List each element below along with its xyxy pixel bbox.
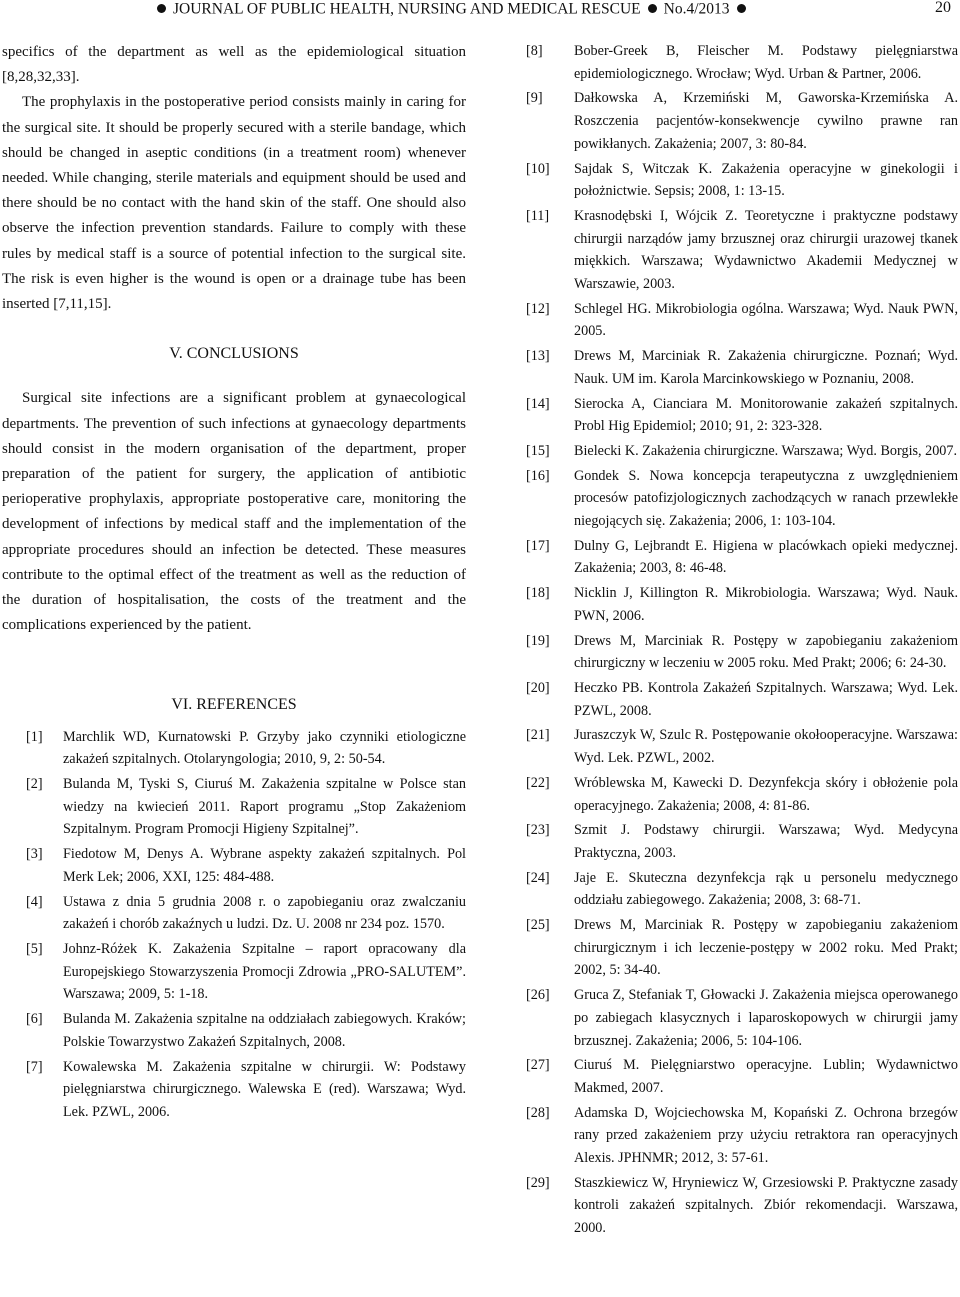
reference-text: Schlegel HG. Mikrobiologia ogólna. Warszawa; Wyd. Nauk PWN, 2005.: [574, 300, 958, 340]
section-heading-references: VI. REFERENCES: [171, 696, 297, 714]
bullet-icon: [648, 4, 657, 13]
reference-item: [526, 345, 958, 390]
paragraph-prophylaxis: The prophylaxis in the postoperative period consists mainly in caring for the surgical site. It should be properly secured with a sterile bandage, which should be changed in aseptic conditions (in a treatment room) whenever needed. While changing, sterile materials and equipment should be used and there should be no contact with the hand skin of the staff. One should also observe the infection prevention standards. Failure to comply with these rules by medical staff is a source of potential infection to the surgical site. The risk is even higher is the wound is open or a drainage tube has been inserted [7,11,15].: [2, 94, 466, 313]
page-header: [0, 0, 960, 22]
reference-item: [526, 772, 958, 817]
reference-item: [26, 1056, 466, 1124]
reference-item: [526, 535, 958, 580]
reference-item: [526, 724, 958, 769]
reference-item: [526, 677, 958, 722]
reference-number: [2]: [26, 776, 43, 793]
reference-number: [20]: [526, 679, 550, 696]
references-list-right: [526, 40, 958, 1242]
reference-item: [26, 726, 466, 771]
reference-item: [526, 630, 958, 675]
left-column: [2, 40, 466, 1126]
reference-number: [22]: [526, 774, 550, 791]
paragraph-conclusions: Surgical site infections are a significant problem at gynaecological departments. The prevention of such infections at gynaecology departments should consist in the modern organisation of the department, proper preparation of the patient for surgery, the application of antibiotic perioperative prophylaxis, appropriate postoperative care, monitoring the development of infections by medical staff and the implementation of the appropriate procedures should an infection be detected. These measures contribute to the optimal effect of the treatment as well as the reduction of the duration of hospitalisation, the costs of the treatment and the complications experienced by the patient.: [2, 390, 466, 634]
reference-number: [18]: [526, 585, 550, 602]
reference-item: [26, 773, 466, 841]
reference-item: [526, 205, 958, 296]
reference-text: Gondek S. Nowa koncepcja terapeutyczna z uwzględnieniem procesów patofizjologicznych zachodzących w ranach przewlekłe niegojących się. Zakażenia; 2006, 1: 103-104.: [574, 467, 958, 530]
reference-text: Krasnodębski I, Wójcik Z. Teoretyczne i praktyczne podstawy chirurgii narządów jamy brzusznej oraz chirurgii urazowej tkanek miękkich. Warszawa; Wydawnictwo Akademii Medycznej w Warszawie, 2003.: [574, 207, 958, 293]
journal-title-line: [150, 0, 753, 18]
reference-text: Marchlik WD, Kurnatowski P. Grzyby jako czynniki etiologiczne zakażeń szpitalnych. Otolaryngologia; 2010, 9, 2: 50-54.: [63, 728, 466, 768]
bullet-icon: [157, 4, 166, 13]
reference-number: [13]: [526, 348, 550, 365]
reference-number: [9]: [526, 90, 543, 107]
reference-item: [26, 938, 466, 1006]
reference-text: Adamska D, Wojciechowska M, Kopański Z. Ochrona brzegów rany przed zakażeniem przy użyciu retraktora ran operacyjnych Alexis. JPHNMR; 2012, 3: 57-61.: [574, 1104, 958, 1167]
reference-text: Johnz-Różek K. Zakażenia Szpitalne – raport opracowany dla Europejskiego Stowarzyszenia Promocji Zdrowia „PRO-SALUTEM”. Warszawa; 2009, 5: 1-18.: [63, 941, 466, 1003]
reference-number: [7]: [26, 1058, 43, 1075]
reference-number: [12]: [526, 300, 550, 317]
bullet-icon: [737, 4, 746, 13]
reference-text: Drews M, Marciniak R. Zakażenia chirurgiczne. Poznań; Wyd. Nauk. UM im. Karola Marcinkowskiego w Poznaniu, 2008.: [574, 348, 958, 387]
reference-number: [17]: [526, 537, 550, 554]
reference-item: [526, 393, 958, 438]
reference-text: Drews M, Marciniak R. Postępy w zapobieganiu zakażeniom chirurgicznym i ich leczenie-postępy w 2002 roku. Med Prakt; 2002, 5: 34-40.: [574, 917, 958, 979]
reference-text: Drews M, Marciniak R. Postępy w zapobieganiu zakażeniom chirurgiczny w leczeniu w 2005 roku. Med Prakt; 2006; 6: 24-30.: [574, 632, 958, 672]
reference-text: Kowalewska M. Zakażenia szpitalne w chirurgii. W: Podstawy pielęgniarstwa chirurgicznego. Walewska E (red). Warszawa; Wyd. Lek. PZWL, 2006.: [63, 1058, 466, 1120]
reference-text: Bulanda M. Zakażenia szpitalne na oddziałach zabiegowych. Kraków; Polskie Towarzystwo Zakażeń Szpitalnych, 2008.: [63, 1011, 466, 1050]
reference-number: [5]: [26, 941, 43, 957]
journal-name: JOURNAL OF PUBLIC HEALTH, NURSING AND MEDICAL RESCUE: [173, 0, 641, 18]
reference-item: [526, 819, 958, 864]
section-heading-conclusions: V. CONCLUSIONS: [169, 345, 299, 363]
reference-text: Sierocka A, Cianciara M. Monitorowanie zakażeń szpitalnych. Probl Hig Epidemiol; 2010; 91, 2: 323-328.: [574, 395, 958, 435]
reference-text: Bulanda M, Tyski S, Ciuruś M. Zakażenia szpitalne w Polsce stan wiedzy na kwiecień 2011. Raport programu „Stop Zakażeniom Szpitalnym. Program Promocji Higieny Szpitalnej”.: [63, 776, 466, 838]
reference-item: [526, 298, 958, 343]
reference-item: [526, 1054, 958, 1099]
page-number: 20: [935, 0, 951, 16]
reference-item: [526, 1172, 958, 1240]
reference-number: [3]: [26, 846, 43, 863]
reference-number: [14]: [526, 395, 550, 412]
reference-text: Heczko PB. Kontrola Zakażeń Szpitalnych. Warszawa; Wyd. Lek. PZWL, 2008.: [574, 679, 958, 719]
reference-number: [6]: [26, 1011, 43, 1028]
reference-text: Ustawa z dnia 5 grudnia 2008 r. o zapobieganiu oraz zwalczaniu zakażeń i chorób zakaźnych u ludzi. Dz. U. 2008 nr 234 poz. 1570.: [63, 893, 466, 933]
reference-number: [8]: [526, 43, 543, 59]
reference-number: [25]: [526, 917, 550, 934]
reference-item: [526, 914, 958, 982]
reference-number: [26]: [526, 987, 550, 1004]
reference-item: [526, 40, 958, 85]
reference-number: [15]: [526, 442, 550, 459]
reference-number: [10]: [526, 160, 550, 177]
reference-item: [26, 1008, 466, 1053]
reference-item: [526, 158, 958, 203]
reference-text: Juraszczyk W, Szulc R. Postępowanie okołooperacyjne. Warszawa: Wyd. Lek. PZWL, 2002.: [574, 727, 958, 767]
reference-text: Dulny G, Lejbrandt E. Higiena w placówkach opieki medycznej. Zakażenia; 2003, 8: 46-48.: [574, 537, 958, 577]
reference-text: Szmit J. Podstawy chirurgii. Warszawa; Wyd. Medycyna Praktyczna, 2003.: [574, 822, 958, 861]
reference-item: [526, 582, 958, 627]
reference-text: Jaje E. Skuteczna dezynfekcja rąk u personelu medycznego oddziału zabiegowego. Zakażenia; 2008, 3: 68-71.: [574, 869, 958, 909]
reference-item: [26, 843, 466, 888]
reference-number: [16]: [526, 467, 550, 484]
reference-number: [27]: [526, 1057, 550, 1074]
reference-item: [526, 867, 958, 912]
reference-text: Dałkowska A, Krzemiński M, Gaworska-Krzemińska A. Roszczenia pacjentów-konsekwencje cywilno prawne ran powikłanych. Zakażenia; 2007, 3: 80-84.: [574, 90, 958, 152]
reference-text: Bober-Greek B, Fleischer M. Podstawy pielęgniarstwa epidemiologicznego. Wrocław; Wyd. Urban & Partner, 2006.: [574, 43, 958, 82]
reference-number: [11]: [526, 207, 550, 224]
reference-text: Wróblewska M, Kawecki D. Dezynfekcja skóry i obłożenie pola operacyjnego. Zakażenia; 2008, 4: 81-86.: [574, 774, 958, 814]
reference-number: [28]: [526, 1104, 550, 1121]
reference-item: [526, 465, 958, 533]
reference-number: [24]: [526, 869, 550, 886]
reference-item: [526, 87, 958, 155]
reference-number: [19]: [526, 632, 550, 649]
reference-item: [526, 1102, 958, 1170]
reference-text: Staszkiewicz W, Hryniewicz W, Grzesiowski P. Praktyczne zasady kontroli zakażeń szpitalnych. Zbiór rekomendacji. Warszawa, 2000.: [574, 1174, 958, 1237]
reference-text: Gruca Z, Stefaniak T, Głowacki J. Zakażenia miejsca operowanego po zabiegach klasycznych i laparoskopowych w chirurgii jamy brzusznej. Zakażenia; 2006, 5: 104-106.: [574, 987, 958, 1049]
reference-number: [23]: [526, 822, 550, 839]
references-list-left: [26, 726, 466, 1124]
reference-text: Ciuruś M. Pielęgniarstwo operacyjne. Lublin; Wydawnictwo Makmed, 2007.: [574, 1057, 958, 1096]
reference-number: [1]: [26, 728, 43, 745]
reference-text: Sajdak S, Witczak K. Zakażenia operacyjne w ginekologii i położnictwie. Sepsis; 2008, 1: 13-15.: [574, 160, 958, 200]
reference-text: Fiedotow M, Denys A. Wybrane aspekty zakażeń szpitalnych. Pol Merk Lek; 2006, XXI, 125: 484-488.: [63, 846, 466, 885]
reference-item: [26, 891, 466, 936]
reference-number: [4]: [26, 893, 43, 910]
reference-item: [526, 440, 958, 463]
reference-number: [29]: [526, 1174, 550, 1191]
reference-number: [21]: [526, 727, 550, 744]
paragraph-continuation: specifics of the department as well as the epidemiological situation [8,28,32,33].: [2, 44, 466, 86]
reference-text: Bielecki K. Zakażenia chirurgiczne. Warszawa; Wyd. Borgis, 2007.: [574, 442, 958, 459]
reference-item: [526, 984, 958, 1052]
reference-text: Nicklin J, Killington R. Mikrobiologia. Warszawa; Wyd. Nauk. PWN, 2006.: [574, 585, 958, 624]
journal-issue: No.4/2013: [663, 0, 730, 18]
